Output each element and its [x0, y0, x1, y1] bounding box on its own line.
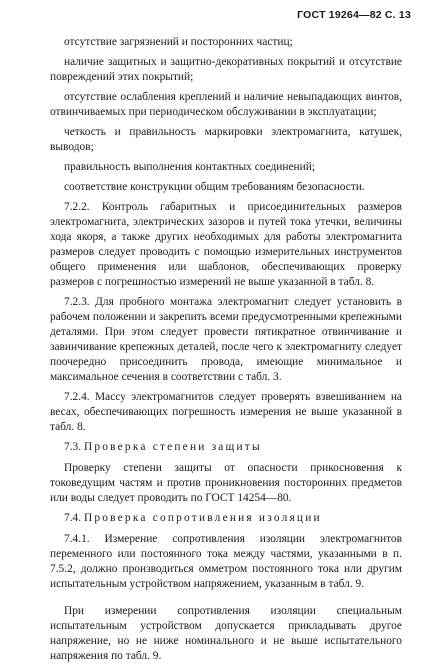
paragraph: 7.2.4. Массу электромагнитов следует проверять взвешиванием на весах, обеспечивающих погрешность измерения не выше указанной в табл. 8. — [50, 391, 402, 433]
paragraph: наличие защитных и защитно-декоративных покрытий и отсутствие повреждений этих покрытий; — [50, 56, 402, 83]
paragraph: Проверку степени защиты от опасности прикосновения к токоведущим частям и против проникновения посторонних предметов или воды следует проводить по ГОСТ 14254—80. — [50, 462, 402, 504]
paragraph: 7.2.3. Для пробного монтажа электромагнит следует установить в рабочем положении и закрепить всеми предусмотренными крепежными деталями. При этом следует провести пятикратное отвинчивание и завинчивание крепежных деталей, после чего к электромагниту следует поочередно присоединить провода, имеющие минимальное и максимальное сечения в соответствии с табл. 3. — [50, 296, 402, 383]
section-title: Проверка сопротивления изоляции — [83, 512, 322, 524]
section-heading-7-3 — [50, 440, 402, 455]
section-number: 7.3. — [64, 441, 82, 453]
paragraph: четкость и правильность маркировки электромагнита, катушек, выводов; — [50, 126, 402, 153]
paragraph: При измерении сопротивления изоляции специальным испытательным устройством допускается прикладывать другое напряжение, но не ниже номинального и не выше испытательного напряжения по табл. 9. — [50, 605, 402, 662]
paragraph: 7.4.1. Измерение сопротивления изоляции электромагнитов переменного или постоянного тока между частями, указанными в п. 7.5.2, должно производиться омметром постоянного тока или другим испытательным устройством напряжением, указанным в табл. 9. — [50, 533, 402, 590]
paragraph: правильность выполнения контактных соединений; — [64, 161, 315, 173]
page-header: ГОСТ 19264—82 С. 13 — [297, 9, 411, 21]
section-heading-7-4 — [50, 511, 402, 526]
section-title: Проверка степени защиты — [83, 441, 262, 453]
paragraph: 7.2.2. Контроль габаритных и присоединительных размеров электромагнита, электрических зазоров и путей тока утечки, величины хода якоря, а также других необходимых для работы электромагнита размеров следует проводить с помощью измерительных инструментов общего применения или шаблонов, обеспечивающих проверку размеров с погрешностью измерений не выше указанной в табл. 8. — [50, 201, 402, 288]
paragraph: отсутствие загрязнений и посторонних частиц; — [64, 36, 293, 48]
page-body — [50, 35, 402, 669]
paragraph: отсутствие ослабления креплений и наличие невыпадающих винтов, отвинчиваемых при периодическом обслуживании в эксплуатации; — [50, 91, 402, 118]
paragraph: соответствие конструкции общим требованиям безопасности. — [64, 181, 365, 193]
section-number: 7.4. — [64, 512, 82, 524]
